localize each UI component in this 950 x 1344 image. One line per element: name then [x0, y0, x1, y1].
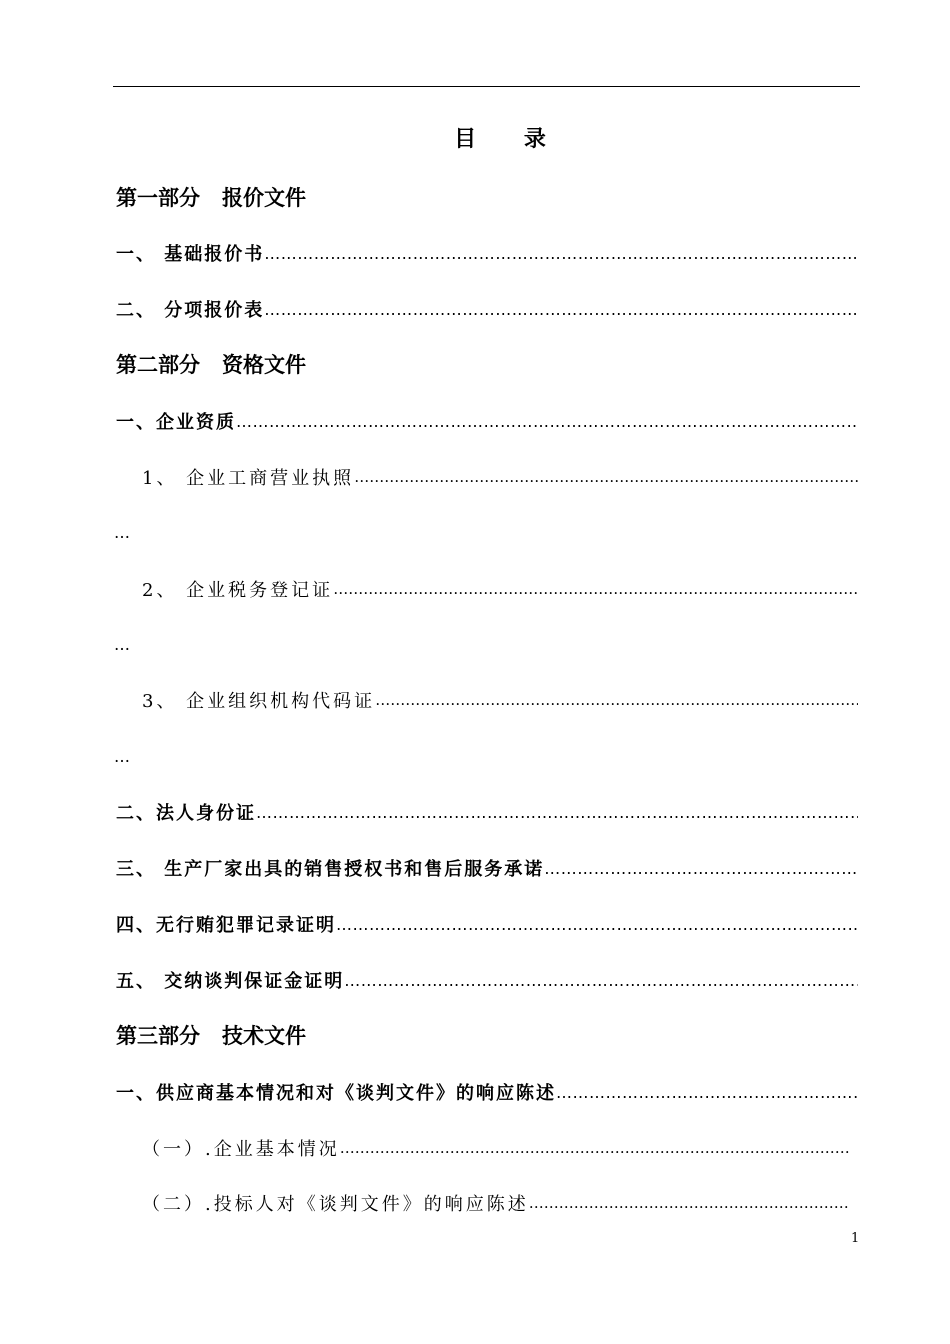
toc-entry[interactable]: [116, 853, 858, 883]
leader-dots: [556, 1083, 858, 1102]
leader-dots: [264, 300, 858, 319]
part1-heading-number: 第一部分: [116, 186, 200, 210]
toc-entry[interactable]: [116, 1077, 858, 1107]
toc-entry[interactable]: [116, 294, 858, 324]
leader-continuation: …: [114, 634, 130, 654]
leader-dots: [544, 859, 858, 878]
toc-entry-label: 二、法人身份证: [116, 803, 256, 824]
toc-subentry-label: 2、 企业税务登记证: [142, 580, 334, 601]
part1-heading: [116, 182, 858, 212]
toc-entry-label: 一、供应商基本情况和对《谈判文件》的响应陈述: [116, 1083, 556, 1104]
header-rule: [113, 86, 860, 87]
toc-subentry[interactable]: [142, 574, 858, 604]
toc-subentry[interactable]: [142, 1133, 850, 1163]
toc-entry[interactable]: [116, 797, 858, 827]
toc-subentry[interactable]: [142, 1188, 850, 1218]
part3-heading-title: 技术文件: [222, 1024, 306, 1048]
leader-dots: [340, 1139, 850, 1157]
part1-heading-title: 报价文件: [222, 186, 306, 210]
leader-dots: [333, 580, 858, 598]
leader-dots: [354, 468, 858, 486]
toc-entry-label: 一、 基础报价书: [116, 244, 265, 265]
page-number: 1: [851, 1231, 860, 1246]
toc-entry-label: 五、 交纳谈判保证金证明: [116, 971, 345, 992]
toc-subentry-label: （一）.企业基本情况: [142, 1139, 340, 1160]
part3-heading-number: 第三部分: [116, 1024, 200, 1048]
part2-heading: [116, 349, 858, 379]
leader-dots: [344, 971, 858, 990]
leader-dots: [375, 691, 858, 709]
toc-subentry[interactable]: [142, 462, 858, 492]
toc-subentry[interactable]: [142, 685, 858, 715]
toc-entry-label: 四、无行贿犯罪记录证明: [116, 915, 336, 936]
leader-dots: [236, 412, 858, 431]
leader-continuation: …: [114, 746, 130, 766]
toc-subentry-label: （二）.投标人对《谈判文件》的响应陈述: [142, 1194, 529, 1215]
part3-heading: [116, 1020, 858, 1050]
leader-dots: [264, 244, 858, 263]
part2-heading-title: 资格文件: [222, 353, 306, 377]
toc-entry[interactable]: [116, 406, 858, 436]
toc-subentry-label: 3、 企业组织机构代码证: [142, 691, 376, 712]
toc-subentry-label: 1、 企业工商营业执照: [142, 468, 355, 489]
leader-dots: [529, 1194, 850, 1212]
part2-heading-number: 第二部分: [116, 353, 200, 377]
leader-continuation: …: [114, 522, 130, 542]
toc-entry-label: 二、 分项报价表: [116, 300, 265, 321]
toc-entry-label: 一、企业资质: [116, 412, 236, 433]
toc-entry[interactable]: [116, 909, 858, 939]
leader-dots: [256, 803, 858, 822]
toc-entry-label: 三、 生产厂家出具的销售授权书和售后服务承诺: [116, 859, 545, 880]
toc-entry[interactable]: [116, 965, 858, 995]
leader-dots: [336, 915, 858, 934]
toc-entry[interactable]: [116, 238, 858, 268]
page-title: 目 录: [454, 127, 566, 152]
